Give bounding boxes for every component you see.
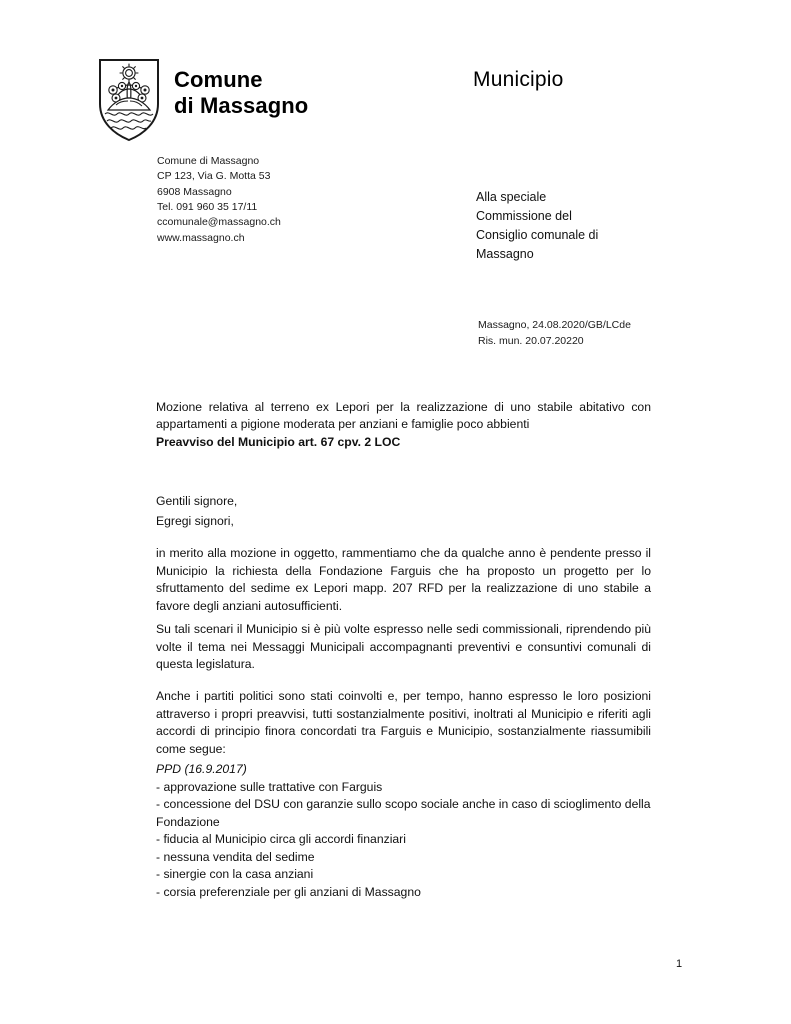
body-paragraph-2: Su tali scenari il Municipio si è più volte espresso nelle sedi commissionali, riprendendo più volte il tema nei Messaggi Municipali accompagnanti preventivi e consuntivi comunali di questa legislatura. bbox=[156, 622, 651, 672]
massagno-coat-of-arms-icon bbox=[98, 58, 160, 142]
document-kind-title: Municipio bbox=[473, 68, 564, 91]
salutation-block bbox=[156, 492, 651, 531]
recipient-line: Consiglio comunale di bbox=[476, 228, 599, 242]
list-title: PPD (16.9.2017) bbox=[156, 762, 247, 776]
subject-bold-line: Preavviso del Municipio art. 67 cpv. 2 LOC bbox=[156, 434, 401, 449]
recipient-line: Alla speciale bbox=[476, 190, 547, 204]
list-item: - approvazione sulle trattative con Farguis bbox=[156, 779, 383, 794]
recipient-line: Massagno bbox=[476, 247, 534, 261]
brand-line-1: Comune bbox=[174, 67, 263, 92]
sender-website: www.massagno.ch bbox=[157, 231, 245, 244]
list-item: - nessuna vendita del sedime bbox=[156, 849, 315, 864]
page-number: 1 bbox=[676, 958, 683, 970]
recipient-line: Commissione del bbox=[476, 209, 572, 223]
salutation-line-1: Gentili signore, bbox=[156, 494, 238, 508]
sender-line: CP 123, Via G. Motta 53 bbox=[157, 170, 271, 183]
date-reference-block bbox=[478, 318, 631, 349]
list-item: - concessione del DSU con garanzie sullo scopo sociale anche in caso di scioglimento della Fondazione bbox=[156, 797, 651, 829]
date-line: Massagno, 24.08.2020/GB/LCde bbox=[478, 319, 631, 331]
party-positions-list bbox=[156, 761, 651, 902]
recipient-address-block bbox=[476, 188, 598, 264]
sender-line: Comune di Massagno bbox=[157, 155, 260, 167]
list-item: - sinergie con la casa anziani bbox=[156, 867, 314, 882]
sender-address-block bbox=[157, 154, 281, 246]
salutation-line-2: Egregi signori, bbox=[156, 513, 234, 528]
sender-email: ccomunale@massagno.ch bbox=[157, 216, 281, 229]
brand-line-2: di Massagno bbox=[174, 93, 309, 119]
list-item: - corsia preferenziale per gli anziani di Massagno bbox=[156, 884, 421, 899]
body-paragraph-1: in merito alla mozione in oggetto, rammentiamo che da qualche anno è pendente presso il Municipio la richiesta della Fondazione Farguis che ha proposto un progetto per lo sfruttamento del sedime ex Lepori mapp. 207 RFD per la realizzazione di uno stabile a favore degli anziani autosufficienti. bbox=[156, 546, 651, 613]
resolution-reference: Ris. mun. 20.07.20220 bbox=[478, 334, 584, 347]
list-item: - fiducia al Municipio circa gli accordi finanziari bbox=[156, 832, 406, 847]
subject-text: Mozione relativa al terreno ex Lepori per la realizzazione di uno stabile abitativo con appartamenti a pigione moderata per anziani e famiglie poco abbienti bbox=[156, 400, 651, 431]
brand-title bbox=[174, 58, 308, 120]
sender-phone: Tel. 091 960 35 17/11 bbox=[157, 200, 258, 213]
sender-line: 6908 Massagno bbox=[157, 185, 232, 198]
subject-block bbox=[156, 399, 651, 450]
body-paragraph-3: Anche i partiti politici sono stati coinvolti e, per tempo, hanno espresso le loro posizioni attraverso i propri preavvisi, tutti sostanzialmente positivi, inoltrati al Municipio e riferiti agli accordi di principio finora concordati tra Farguis e Municipio, sostanzialmente riassumibili come segue: bbox=[156, 689, 651, 756]
letterhead bbox=[98, 58, 308, 142]
